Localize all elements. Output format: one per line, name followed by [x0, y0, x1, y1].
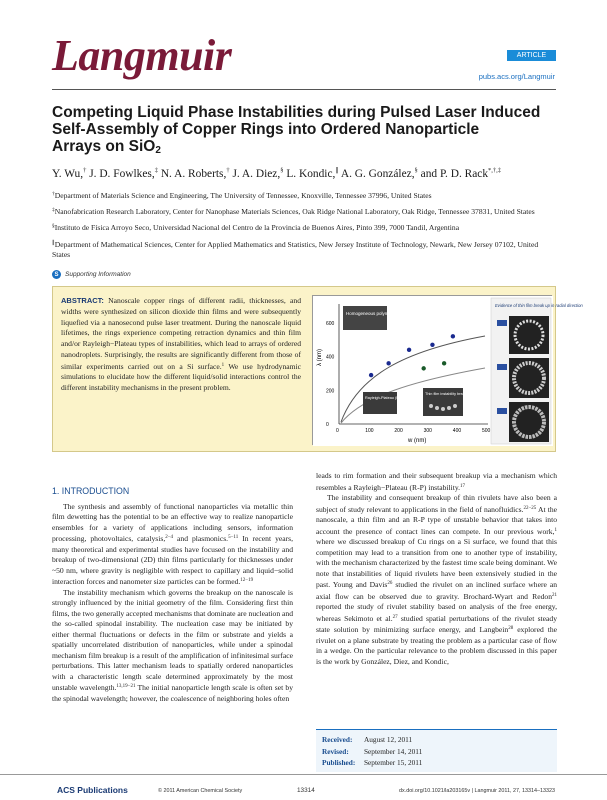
author: J. D. Fowlkes,‡: [89, 167, 158, 180]
title-line-3: Arrays on SiO$_2$: [52, 138, 161, 156]
page-footer: [0, 774, 607, 800]
data-point: [386, 361, 390, 365]
title-line-1: Competing Liquid Phase Instabilities during Pulsed Laser Induced: [52, 104, 541, 121]
data-point: [442, 361, 446, 365]
y-tick-label: 0: [326, 422, 329, 428]
affiliation: ∥Department of Mathematical Sciences, Center for Applied Mathematics and Statistics, New Jersey Institute of Technology, Newark, New Jersey 07102, United States: [52, 239, 539, 260]
toc-figure: [312, 295, 583, 445]
affiliation: §Instituto de Física Arroyo Seco, Universidad Nacional del Centro de la Provincia de Buenos Aires, Pinto 399, 7000 Tandil, Argentina: [52, 223, 460, 233]
journal-logo: Langmuir: [52, 31, 232, 80]
section-heading: 1. INTRODUCTION: [52, 486, 130, 496]
y-tick-label: 200: [326, 388, 335, 395]
x-tick-label: 400: [452, 428, 462, 434]
paragraph: The instability and consequent breakup of thin rivulets have also been a subject of study relevant to applications in the field of nanofluidics.$^{22-25}$ At the nanoscale, a thin film and an R-P type of unstable behavior that takes into account the presence of contact lines can compete. In our previous work,$^1$ where we discussed breakup of Cu rings on a Si surface, we found that this competition may lead to a transition from one to another type of instability, with the mechanism characterized by the fastest time scale being dominant. We note that instabilities of liquid rivulets have been extensively studied in the past. Young and Davis$^{26}$ studied the rivulet on an inclined surface where an axial flow can be observed due to gravity. Brochard-Wyart and Redon$^{21}$ reported the study of rivulet stability based on analysis of the free energy, whereas Sekimoto et al.$^{27}$ studied spatial perturbations of the rivulet steady state solution by minimizing surface energy, and Langbein$^{28}$ explored the rivulet on a plane substrate by treating the problem as a particular case of flow in a wedge. On the particular relevance to the problem discussed in this paper is the work by González, Diez, and Kondic,: [316, 493, 558, 666]
ring-image: [509, 402, 549, 442]
history-row: Revised: September 14, 2011: [322, 746, 423, 756]
affiliation-list: [52, 189, 557, 264]
history-row: Published: September 15, 2011: [322, 758, 423, 767]
x-tick-label: 100: [365, 428, 374, 434]
x-tick-label: 200: [394, 428, 403, 434]
side-panel-title: Evidence of thin film break up in radial direction: [495, 303, 583, 308]
copyright: © 2011 American Chemical Society: [158, 788, 243, 794]
article-title: [52, 104, 552, 159]
acs-publications-logo[interactable]: ACS Publications: [57, 785, 128, 795]
data-point: [407, 348, 411, 352]
paragraph: The instability mechanism which governs the breakup on the nanoscale is strongly influenced by the initial geometry of the film. Considering first thin films, the two generally accepted mechanisms that dominate are nucleation and the so-called spinodal instability. The nucleation case may be initiated by either thermal fluctuations or defects in the film or substrate and yields a spatially uncorrelated distribution of nanoparticles, while under a spinodal mechanism film breakup is a result of the amplification of infinitesimal surface perturbations. This latter mechanism leads to spatially ordered nanoparticles with a characteristic length scale determined approximately by the most unstable wavelength.$^{13,19-21}$ The initial nanoparticle length scale is often set by the spinodal wavelength; however, the coalescence of neighboring holes often: [52, 587, 294, 703]
x-axis-label: w (nm): [408, 438, 427, 444]
ring-image: [509, 358, 549, 398]
affiliation: ‡Nanofabrication Research Laboratory, Center for Nanophase Materials Sciences, Oak Ridge National Laboratory, Oak Ridge, Tennessee 37831, United States: [52, 207, 535, 217]
scale-marker: [497, 364, 507, 370]
y-tick-label: 600: [326, 320, 335, 327]
legend-box: [343, 306, 387, 330]
ring-image: [509, 316, 549, 354]
header-divider: [52, 89, 556, 90]
legend-text: Homogeneous polymer ring: [346, 311, 402, 316]
y-tick-label: 400: [326, 354, 335, 361]
scale-marker: [497, 408, 507, 414]
intro-column-1: [52, 486, 293, 704]
y-axis-label: λ (nm): [317, 349, 323, 366]
supporting-info-icon: S: [52, 270, 61, 279]
rp-inset-label: Rayleigh-Plateau (R-P) break up: [365, 396, 420, 400]
x-tick-label: 500: [482, 428, 491, 434]
abstract-box: [52, 286, 583, 452]
author: L. Kondic,∥: [286, 167, 339, 180]
thin-film-inset-label: Thin film instability break up: [425, 392, 472, 396]
journal-url-link[interactable]: pubs.acs.org/Langmuir: [478, 72, 555, 81]
x-tick-label: 0: [336, 428, 339, 434]
author: Y. Wu,†: [52, 167, 87, 180]
paragraph: leads to rim formation and their subsequent breakup via a mechanism which resembles a Rayleigh−Plateau (R-P) instability.$^{17}$: [316, 471, 557, 492]
title-line-2: Self-Assembly of Copper Rings into Ordered Nanoparticle: [52, 121, 480, 138]
author: J. A. Diez,§: [232, 167, 284, 180]
intro-column-2: [316, 471, 557, 667]
affiliation: †Department of Materials Science and Engineering, The University of Tennessee, Knoxville, Tennessee 37996, United States: [52, 191, 432, 200]
data-point: [430, 343, 434, 347]
paragraph: The synthesis and assembly of functional nanoparticles via metallic thin film dewetting has the potential to be an effective way to realize nanoparticle ensembles for a variety of applications including sensors, information processing, photovoltaics, catalysis,$^{2-4}$ and plasmonics.$^{5-11}$ In recent years, many theoretical and experimental studies have focused on the instability and breakup of two-dimensional (2D) thin films particularly for thicknesses under ~50 nm, where gravity is negligible with respect to capillary and liquid−solid interaction forces and nanometer size particles can be formed.$^{12-19}$: [52, 501, 293, 586]
publication-history: [316, 729, 557, 772]
data-point: [369, 373, 373, 377]
data-point: [451, 334, 455, 338]
data-point: [421, 366, 425, 370]
supporting-info-link[interactable]: S Supporting Information: [52, 270, 131, 279]
history-row: Received: August 12, 2011: [322, 735, 413, 744]
scale-marker: [497, 320, 507, 326]
author: N. A. Roberts,†: [160, 167, 230, 180]
x-tick-label: 300: [423, 428, 432, 434]
author-list: [52, 166, 562, 180]
page-number: 13314: [297, 787, 315, 794]
toc-chart-svg: [313, 296, 583, 446]
author: A. G. González,§: [340, 167, 418, 180]
article-badge: ARTICLE: [507, 50, 556, 61]
abstract-text: ABSTRACT: Nanoscale copper rings of different radii, thicknesses, and widths were synthesized on silicon dioxide thin films and were subsequently liquefied via a nanosecond pulse laser treatment. During the nanoscale liquid lifetimes, the rings experience competing retraction dynamics and thin film and/or Rayleigh−Plateau types of instabilities, which lead to arrays of ordered nanodroplets. Surprisingly, the results are significantly different from those of similar experiments carried out on a Si surface.$^1$ We use hydrodynamic simulations to elucidate how the different liquid/solid interactions control the different instability mechanisms in the present problem.: [61, 296, 302, 392]
author: and P. D. Rack*,†,‡: [420, 167, 502, 180]
doi-link[interactable]: dx.doi.org/10.1021/la203165v | Langmuir 2011, 27, 13314–13323: [399, 788, 555, 794]
